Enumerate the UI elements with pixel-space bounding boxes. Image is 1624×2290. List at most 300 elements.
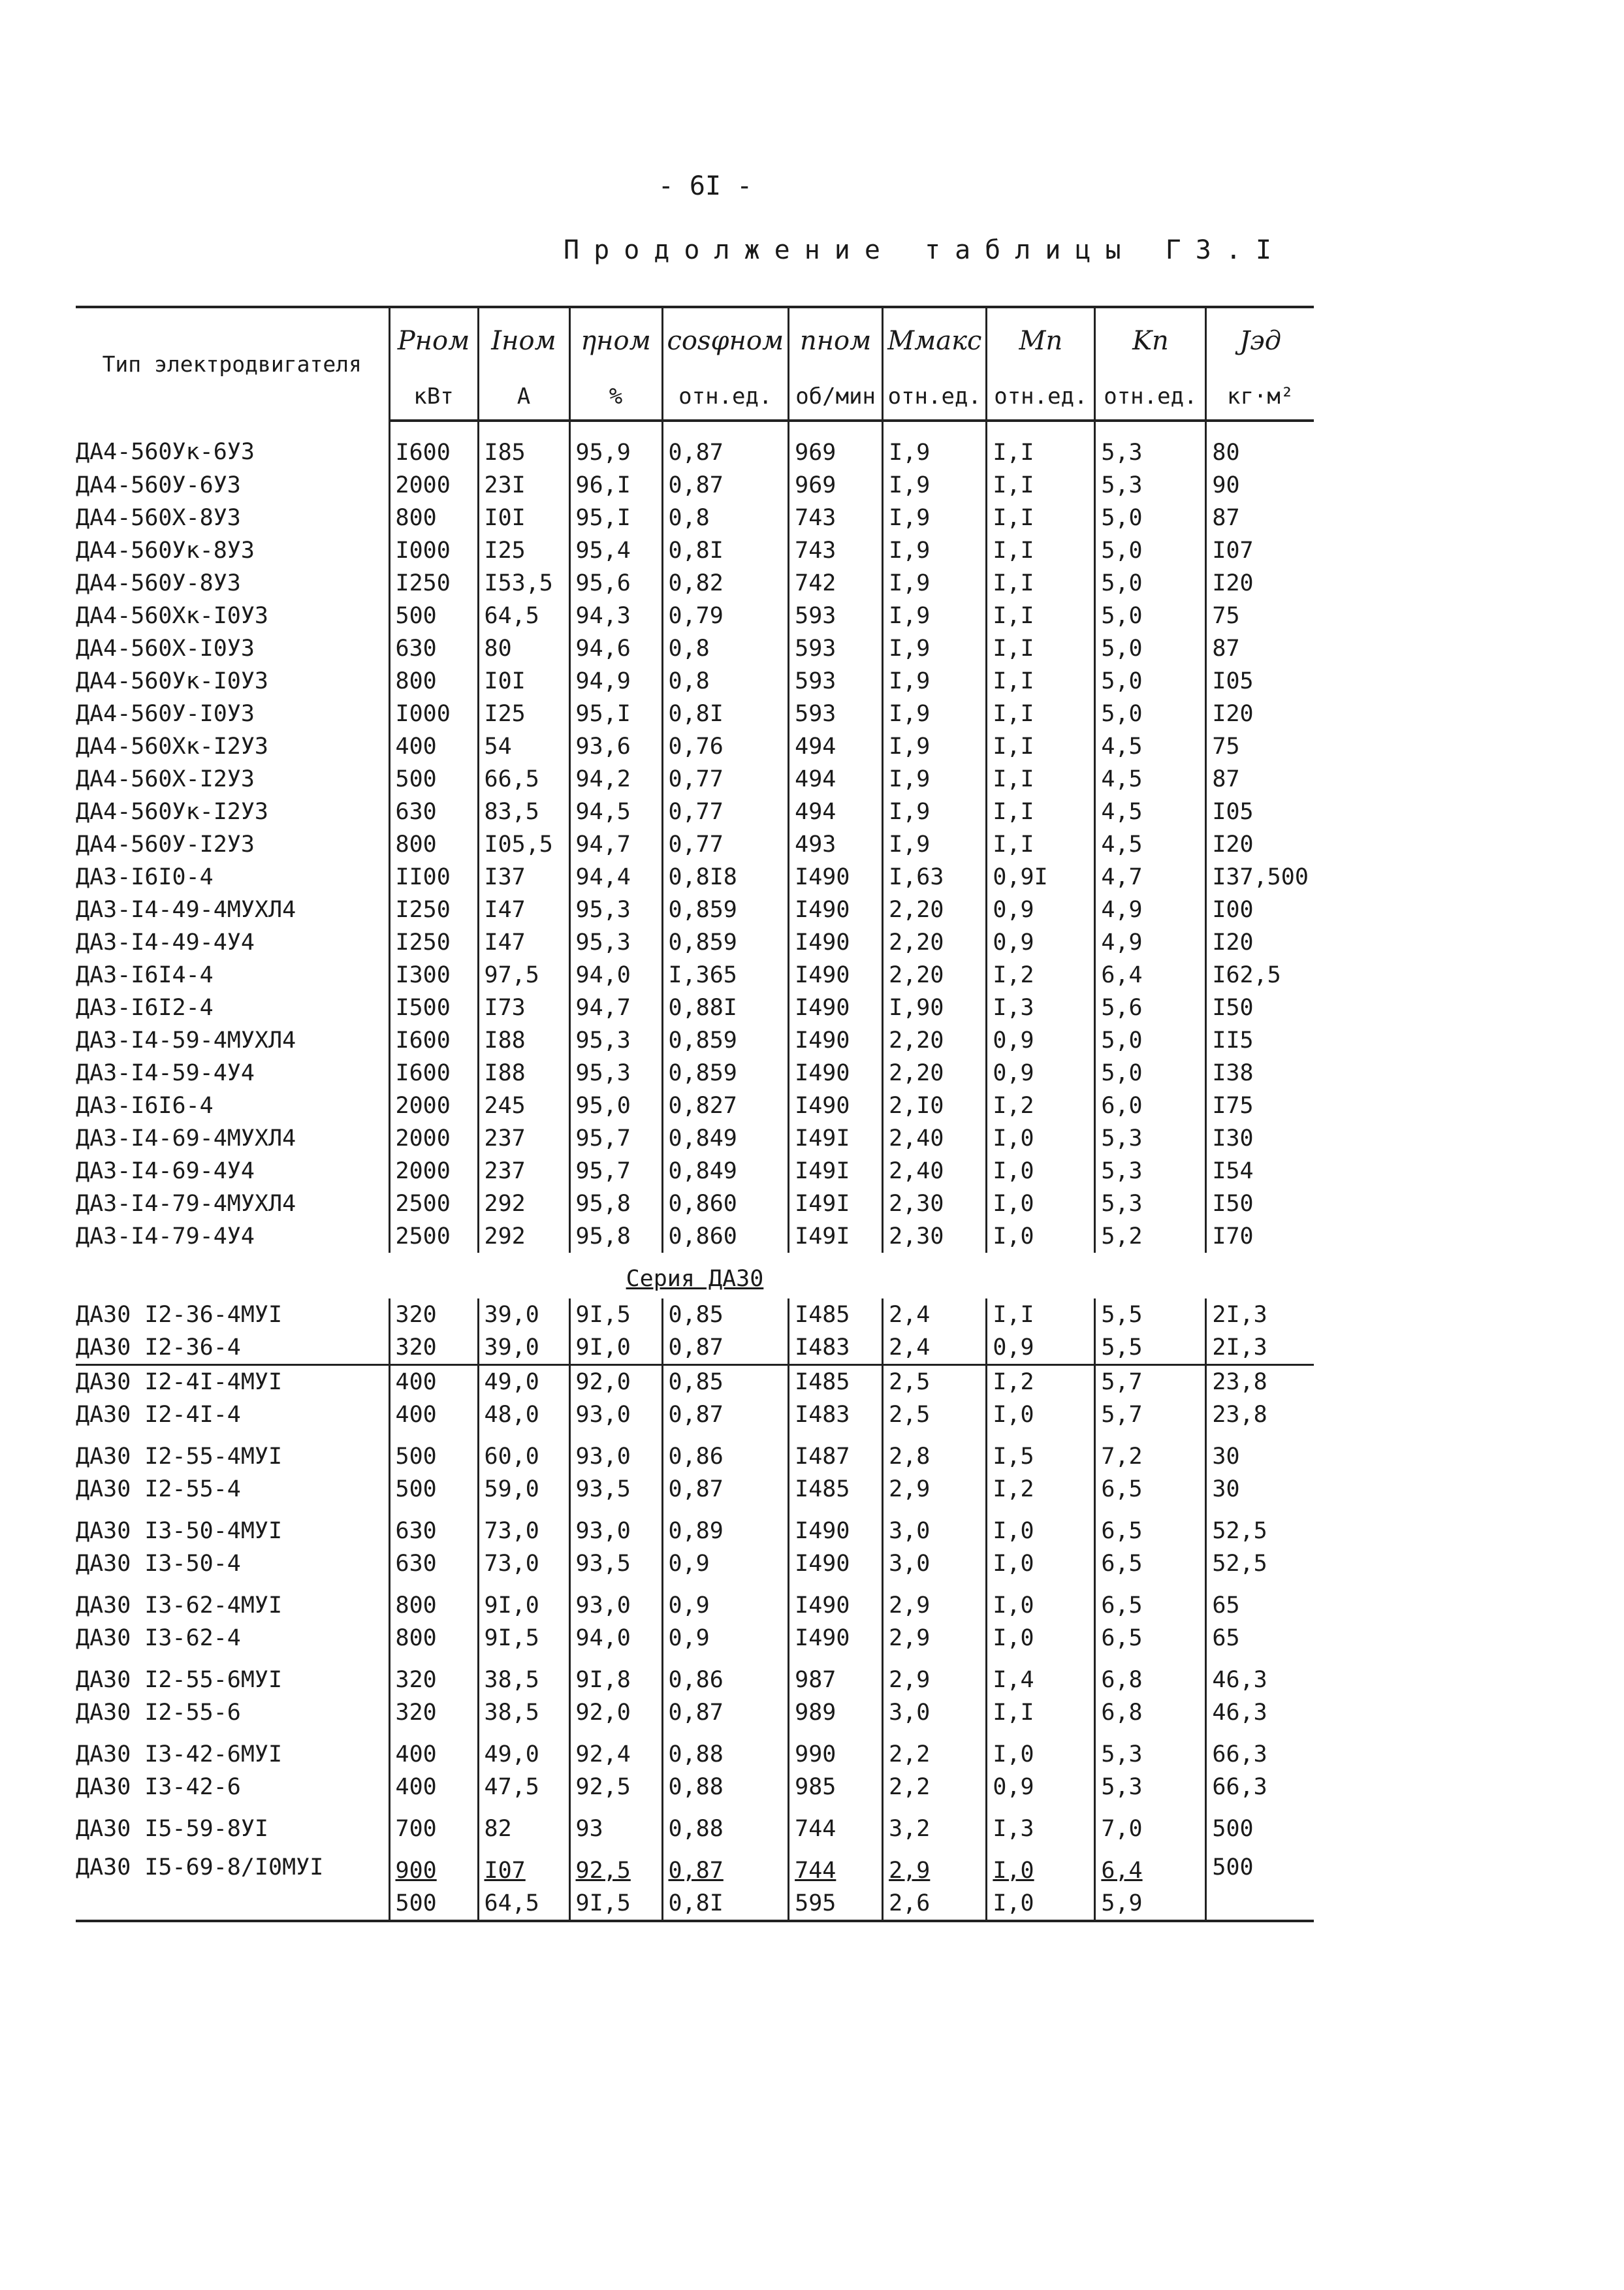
value-cell: I490 xyxy=(789,1089,883,1122)
value-cell: I,3 xyxy=(987,992,1095,1024)
value-cell: 0,859 xyxy=(662,926,789,959)
value-cell: 96,I xyxy=(569,469,662,502)
value-cell: 969 xyxy=(789,421,883,469)
value-cell: 80 xyxy=(1212,440,1240,466)
value-cell: 0,88 xyxy=(662,1729,789,1771)
value-cell: 0,77 xyxy=(662,828,789,861)
value-cell: 320 xyxy=(389,1696,478,1729)
table-row xyxy=(76,959,1314,992)
value-cell: I,0 xyxy=(987,1729,1095,1771)
value-cell: I500 xyxy=(389,992,478,1024)
value-cell: I,9 xyxy=(883,828,987,861)
table-row xyxy=(76,632,1314,665)
value-cell: 2,I0 xyxy=(883,1089,987,1122)
unit-k-p: отн.ед. xyxy=(1095,374,1206,421)
value-cell: I,I xyxy=(987,698,1095,730)
value-cell: 245 xyxy=(478,1089,569,1122)
value-cell: 630 xyxy=(389,1547,478,1580)
value-cell: I,365 xyxy=(662,959,789,992)
table-row xyxy=(76,534,1314,567)
value-cell: I,9 xyxy=(883,534,987,567)
value-cell: I,0 xyxy=(987,1506,1095,1547)
value-cell: 95,I xyxy=(569,502,662,534)
table-row xyxy=(76,1654,1314,1696)
value-cell: 593 xyxy=(789,600,883,632)
value-cell: 94,0 xyxy=(569,1622,662,1654)
value-cell: 0,86 xyxy=(662,1431,789,1473)
value-cell: I,9 xyxy=(883,502,987,534)
value-cell: 5,3 xyxy=(1095,1771,1206,1803)
value-cell: I250 xyxy=(389,567,478,600)
motor-type-cell: ДА30 I3-42-6МУI xyxy=(76,1729,389,1771)
value-cell: 75 xyxy=(1212,734,1240,760)
value-cell: I,2 xyxy=(987,1473,1095,1506)
table-row xyxy=(76,1331,1314,1365)
value-cell: 87 xyxy=(1212,766,1240,792)
value-cell: 400 xyxy=(389,1398,478,1431)
value-cell: 9I,8 xyxy=(569,1654,662,1696)
value-cell: 6,4 xyxy=(1095,1845,1206,1887)
value-cell: 0,88I xyxy=(662,992,789,1024)
value-cell: 5,5 xyxy=(1095,1298,1206,1331)
motor-type-cell: ДА4-560Ук-6УЗ xyxy=(76,421,389,469)
value-cell: 0,9 xyxy=(987,894,1095,926)
value-cell: I,0 xyxy=(987,1155,1095,1187)
value-cell: 0,79 xyxy=(662,600,789,632)
value-cell: 23,8 xyxy=(1206,1365,1314,1399)
value-cell: 500 xyxy=(389,600,478,632)
value-cell: 4,5 xyxy=(1095,730,1206,763)
value-cell: 0,859 xyxy=(662,894,789,926)
value-cell: 2000 xyxy=(389,469,478,502)
motor-type-cell: ДА3-I4-69-4МУХЛ4 xyxy=(76,1122,389,1155)
value-cell: I490 xyxy=(789,926,883,959)
value-cell: 30 xyxy=(1212,1443,1240,1470)
value-cell: I05 xyxy=(1212,799,1254,825)
value-cell: 0,87 xyxy=(662,1398,789,1431)
value-cell: 0,859 xyxy=(662,1057,789,1089)
value-cell: I300 xyxy=(389,959,478,992)
table-row xyxy=(76,1155,1314,1187)
value-cell: I,2 xyxy=(987,1089,1095,1122)
value-cell: 39,0 xyxy=(478,1331,569,1365)
value-cell: 87 xyxy=(1212,505,1240,531)
value-cell: 75 xyxy=(1212,603,1240,629)
value-cell: 500 xyxy=(389,1473,478,1506)
value-cell: 2,5 xyxy=(883,1365,987,1399)
value-cell: I,9 xyxy=(883,698,987,730)
value-cell: 95,9 xyxy=(569,421,662,469)
value-cell: 2,30 xyxy=(883,1220,987,1253)
header-eta-nom: ηном xyxy=(569,307,662,374)
value-cell: 93,0 xyxy=(569,1431,662,1473)
value-cell: 5,0 xyxy=(1095,534,1206,567)
value-cell: 400 xyxy=(389,1771,478,1803)
value-cell: 593 xyxy=(789,698,883,730)
value-cell: 0,9 xyxy=(662,1580,789,1622)
value-cell: 6,8 xyxy=(1095,1654,1206,1696)
value-cell: 0,860 xyxy=(662,1187,789,1220)
value-cell: 94,6 xyxy=(569,632,662,665)
series-title: Серия ДА30 xyxy=(626,1266,764,1292)
value-cell: 60,0 xyxy=(478,1431,569,1473)
value-cell: I490 xyxy=(789,992,883,1024)
value-cell: 65 xyxy=(1212,1592,1240,1619)
value-cell: 94,7 xyxy=(569,992,662,1024)
value-cell: I37 xyxy=(478,861,569,894)
value-cell: 500 xyxy=(389,763,478,796)
header-n-nom: nном xyxy=(789,307,883,374)
value-cell: 94,9 xyxy=(569,665,662,698)
motor-type-cell: ДА30 I2-55-6 xyxy=(76,1696,389,1729)
motor-type-cell: ДА30 I2-4I-4МУI xyxy=(76,1365,389,1399)
motor-type-cell: ДА4-560Ук-I2УЗ xyxy=(76,796,389,828)
table-row xyxy=(76,567,1314,600)
value-cell: I,I xyxy=(987,1696,1095,1729)
motor-type-cell: ДА3-I6I4-4 xyxy=(76,959,389,992)
value-cell: 494 xyxy=(789,796,883,828)
table-row xyxy=(76,1547,1314,1580)
motor-type-cell: ДА30 I3-50-4 xyxy=(76,1547,389,1580)
unit-n: об/мин xyxy=(789,374,883,421)
value-cell: 2,30 xyxy=(883,1187,987,1220)
table-row xyxy=(76,1220,1314,1253)
value-cell: I,90 xyxy=(883,992,987,1024)
value-cell: 94,3 xyxy=(569,600,662,632)
value-cell: I490 xyxy=(789,1024,883,1057)
value-cell: 800 xyxy=(389,502,478,534)
value-cell: 2,40 xyxy=(883,1155,987,1187)
value-cell: 39,0 xyxy=(478,1298,569,1331)
unit-j: кг·м² xyxy=(1206,374,1314,421)
value-cell: 630 xyxy=(389,632,478,665)
value-cell: 0,8 xyxy=(662,502,789,534)
value-cell: 2,20 xyxy=(883,1024,987,1057)
header-j-ed: Jэд xyxy=(1206,307,1314,374)
motor-type-cell: ДА4-560Хк-I0УЗ xyxy=(76,600,389,632)
value-cell: 494 xyxy=(789,730,883,763)
value-cell: I,I xyxy=(987,567,1095,600)
value-cell: I,I xyxy=(987,665,1095,698)
value-cell: I490 xyxy=(789,959,883,992)
value-cell: 87 xyxy=(1212,636,1240,662)
value-cell: 800 xyxy=(389,828,478,861)
value-cell: 0,87 xyxy=(662,1331,789,1365)
value-cell: I485 xyxy=(789,1365,883,1399)
value-cell: 3,0 xyxy=(883,1547,987,1580)
value-cell: 38,5 xyxy=(478,1696,569,1729)
value-cell: 2500 xyxy=(389,1187,478,1220)
value-cell: 2,9 xyxy=(883,1845,987,1887)
table-row xyxy=(76,665,1314,698)
motor-type-cell: ДА3-I6I0-4 xyxy=(76,861,389,894)
value-cell: 4,5 xyxy=(1095,763,1206,796)
value-cell: 2,20 xyxy=(883,959,987,992)
value-cell: I,9 xyxy=(883,730,987,763)
value-cell: 2,9 xyxy=(883,1580,987,1622)
value-cell: 5,3 xyxy=(1095,469,1206,502)
value-cell: 237 xyxy=(478,1122,569,1155)
value-cell: 5,0 xyxy=(1095,632,1206,665)
value-cell: 0,88 xyxy=(662,1771,789,1803)
value-cell: 2,40 xyxy=(883,1122,987,1155)
motor-type-cell: ДА30 I3-62-4МУI xyxy=(76,1580,389,1622)
value-cell: 743 xyxy=(789,534,883,567)
motor-type-cell: ДА30 I3-50-4МУI xyxy=(76,1506,389,1547)
value-cell: 987 xyxy=(789,1654,883,1696)
value-cell: I75 xyxy=(1212,1093,1254,1119)
value-cell: 5,9 xyxy=(1095,1887,1206,1921)
value-cell: 2500 xyxy=(389,1220,478,1253)
value-cell: 593 xyxy=(789,665,883,698)
motor-type-cell: ДА30 I3-42-6 xyxy=(76,1771,389,1803)
value-cell: 2000 xyxy=(389,1155,478,1187)
value-cell: 38,5 xyxy=(478,1654,569,1696)
motor-type-cell: ДА3-I4-59-4У4 xyxy=(76,1057,389,1089)
value-cell: 700 xyxy=(389,1803,478,1845)
value-cell: I,9 xyxy=(883,763,987,796)
value-cell: 0,89 xyxy=(662,1506,789,1547)
value-cell: 0,8I xyxy=(662,534,789,567)
value-cell: 5,6 xyxy=(1095,992,1206,1024)
value-cell: 292 xyxy=(478,1187,569,1220)
value-cell: I,I xyxy=(987,469,1095,502)
value-cell: I,I xyxy=(987,796,1095,828)
value-cell: 0,8I8 xyxy=(662,861,789,894)
value-cell: 2,9 xyxy=(883,1654,987,1696)
value-cell: 6,5 xyxy=(1095,1473,1206,1506)
value-cell: I73 xyxy=(478,992,569,1024)
value-cell: I,0 xyxy=(987,1887,1095,1921)
value-cell: 95,8 xyxy=(569,1187,662,1220)
value-cell: 500 xyxy=(389,1431,478,1473)
value-cell: II00 xyxy=(389,861,478,894)
value-cell: 95,4 xyxy=(569,534,662,567)
table-row xyxy=(76,1803,1314,1845)
table-row xyxy=(76,894,1314,926)
value-cell: 93,5 xyxy=(569,1547,662,1580)
value-cell: 94,0 xyxy=(569,959,662,992)
value-cell: 23I xyxy=(478,469,569,502)
value-cell: 0,88 xyxy=(662,1803,789,1845)
value-cell: I,9 xyxy=(883,567,987,600)
value-cell: 94,7 xyxy=(569,828,662,861)
value-cell: 2,20 xyxy=(883,894,987,926)
value-cell: I05 xyxy=(1212,668,1254,694)
value-cell: I30 xyxy=(1212,1125,1254,1152)
table-row xyxy=(76,1506,1314,1547)
table-caption: Продолжение таблицы Г3.I xyxy=(564,235,1286,265)
value-cell: 990 xyxy=(789,1729,883,1771)
value-cell: I,9 xyxy=(883,421,987,469)
value-cell: 95,0 xyxy=(569,1089,662,1122)
value-cell: 52,5 xyxy=(1212,1551,1267,1577)
table-body xyxy=(76,421,1314,1921)
value-cell: 52,5 xyxy=(1212,1518,1267,1544)
value-cell: 5,3 xyxy=(1095,1155,1206,1187)
value-cell: I20 xyxy=(1212,831,1254,858)
value-cell: I600 xyxy=(389,1057,478,1089)
value-cell: 400 xyxy=(389,1365,478,1399)
table-row xyxy=(76,600,1314,632)
value-cell: 73,0 xyxy=(478,1547,569,1580)
value-cell: 0,849 xyxy=(662,1122,789,1155)
value-cell: 0,8 xyxy=(662,665,789,698)
table-row xyxy=(76,1089,1314,1122)
value-cell: 0,9I xyxy=(987,861,1095,894)
value-cell: I54 xyxy=(1212,1158,1254,1184)
table-row xyxy=(76,421,1314,469)
motor-type-cell: ДА3-I4-49-4У4 xyxy=(76,926,389,959)
value-cell: 800 xyxy=(389,1580,478,1622)
value-cell: 2,4 xyxy=(883,1298,987,1331)
value-cell: I490 xyxy=(789,1506,883,1547)
value-cell: 800 xyxy=(389,1622,478,1654)
value-cell: 64,5 xyxy=(478,1887,569,1921)
value-cell: 2,6 xyxy=(883,1887,987,1921)
value-cell: 95,3 xyxy=(569,1024,662,1057)
value-cell: 5,0 xyxy=(1095,1057,1206,1089)
value-cell: 2000 xyxy=(389,1089,478,1122)
motor-type-cell: ДА3-I4-49-4МУХЛ4 xyxy=(76,894,389,926)
value-cell: 2I,3 xyxy=(1212,1334,1267,1361)
value-cell: 0,827 xyxy=(662,1089,789,1122)
value-cell: 0,849 xyxy=(662,1155,789,1187)
value-cell: 92,4 xyxy=(569,1729,662,1771)
motor-type-cell: ДА4-560Хк-I2УЗ xyxy=(76,730,389,763)
value-cell: I483 xyxy=(789,1331,883,1365)
value-cell: 0,9 xyxy=(987,1771,1095,1803)
value-cell: I00 xyxy=(1212,897,1254,923)
motor-type-cell: ДА30 I2-55-6МУI xyxy=(76,1654,389,1696)
value-cell: 95,7 xyxy=(569,1122,662,1155)
value-cell: I,9 xyxy=(883,796,987,828)
motor-type-cell: ДА4-560У-6УЗ xyxy=(76,469,389,502)
value-cell: 4,9 xyxy=(1095,894,1206,926)
value-cell: 0,9 xyxy=(987,1057,1095,1089)
value-cell: 6,0 xyxy=(1095,1089,1206,1122)
motor-type-cell: ДА4-560У-I2УЗ xyxy=(76,828,389,861)
motor-type-cell: ДА30 I2-36-4МУI xyxy=(76,1298,389,1331)
value-cell: 320 xyxy=(389,1654,478,1696)
value-cell: 989 xyxy=(789,1696,883,1729)
value-cell: 46,3 xyxy=(1212,1700,1267,1726)
value-cell: 2,8 xyxy=(883,1431,987,1473)
table-row xyxy=(76,861,1314,894)
value-cell: 92,5 xyxy=(569,1845,662,1887)
value-cell: 320 xyxy=(389,1331,478,1365)
value-cell: 2,5 xyxy=(883,1398,987,1431)
value-cell: 742 xyxy=(789,567,883,600)
value-cell: 2,2 xyxy=(883,1729,987,1771)
value-cell: I,I xyxy=(987,600,1095,632)
value-cell: 9I,5 xyxy=(569,1298,662,1331)
value-cell: 0,9 xyxy=(987,1331,1095,1365)
table-row xyxy=(76,992,1314,1024)
value-cell: 493 xyxy=(789,828,883,861)
value-cell: 23,8 xyxy=(1212,1402,1267,1428)
table-row xyxy=(76,730,1314,763)
table-row xyxy=(76,1398,1314,1431)
value-cell: 237 xyxy=(478,1155,569,1187)
table-row xyxy=(76,502,1314,534)
value-cell: 0,8I xyxy=(662,1887,789,1921)
value-cell: 93,0 xyxy=(569,1398,662,1431)
value-cell: I88 xyxy=(478,1024,569,1057)
value-cell: 744 xyxy=(789,1845,883,1887)
value-cell: 5,0 xyxy=(1095,698,1206,730)
value-cell: I483 xyxy=(789,1398,883,1431)
value-cell: 92,0 xyxy=(569,1696,662,1729)
motor-type-cell: ДА4-560Ук-I0УЗ xyxy=(76,665,389,698)
motor-type-cell: ДА30 I5-59-8УI xyxy=(76,1803,389,1845)
value-cell: 5,0 xyxy=(1095,567,1206,600)
motor-type-cell: ДА3-I4-69-4У4 xyxy=(76,1155,389,1187)
value-cell: I,2 xyxy=(987,959,1095,992)
motor-type-cell: ДА30 I2-4I-4 xyxy=(76,1398,389,1431)
value-cell: I,0 xyxy=(987,1547,1095,1580)
value-cell: 500 xyxy=(1206,1845,1314,1921)
motor-type-cell: ДА4-560Х-I0УЗ xyxy=(76,632,389,665)
table-row xyxy=(76,1580,1314,1622)
value-cell: I490 xyxy=(789,1580,883,1622)
value-cell: I25 xyxy=(478,534,569,567)
value-cell: I,5 xyxy=(987,1431,1095,1473)
value-cell: I490 xyxy=(789,861,883,894)
value-cell: 2I,3 xyxy=(1212,1302,1267,1328)
value-cell: 46,3 xyxy=(1212,1667,1267,1693)
value-cell: 94,5 xyxy=(569,796,662,828)
header-type: Тип электродвигателя xyxy=(76,307,389,421)
value-cell: I,0 xyxy=(987,1622,1095,1654)
value-cell: I,9 xyxy=(883,600,987,632)
value-cell: 743 xyxy=(789,502,883,534)
value-cell: I,0 xyxy=(987,1220,1095,1253)
value-cell: 83,5 xyxy=(478,796,569,828)
table-row xyxy=(76,1024,1314,1057)
value-cell: I490 xyxy=(789,894,883,926)
value-cell: 80 xyxy=(478,632,569,665)
value-cell: I25 xyxy=(478,698,569,730)
unit-p: кВт xyxy=(389,374,478,421)
value-cell: 0,8I xyxy=(662,698,789,730)
value-cell: I88 xyxy=(478,1057,569,1089)
value-cell: I49I xyxy=(789,1122,883,1155)
value-cell: 400 xyxy=(389,730,478,763)
value-cell: I,0 xyxy=(987,1122,1095,1155)
motor-type-cell: ДА3-I6I6-4 xyxy=(76,1089,389,1122)
value-cell: 2,2 xyxy=(883,1771,987,1803)
value-cell: 66,3 xyxy=(1212,1741,1267,1767)
value-cell: I20 xyxy=(1212,570,1254,596)
value-cell: I485 xyxy=(789,1473,883,1506)
value-cell: I,9 xyxy=(883,632,987,665)
value-cell: I,0 xyxy=(987,1580,1095,1622)
value-cell: I490 xyxy=(789,1057,883,1089)
value-cell: I000 xyxy=(389,698,478,730)
value-cell: 500 xyxy=(389,1887,478,1921)
table-row xyxy=(76,1365,1314,1399)
value-cell: 9I,0 xyxy=(569,1331,662,1365)
value-cell: 94,2 xyxy=(569,763,662,796)
value-cell: 595 xyxy=(789,1887,883,1921)
value-cell: I,3 xyxy=(987,1803,1095,1845)
value-cell: 64,5 xyxy=(478,600,569,632)
value-cell: 3,0 xyxy=(883,1696,987,1729)
value-cell: 2,9 xyxy=(883,1622,987,1654)
unit-cos: отн.ед. xyxy=(662,374,789,421)
value-cell: 95,6 xyxy=(569,567,662,600)
